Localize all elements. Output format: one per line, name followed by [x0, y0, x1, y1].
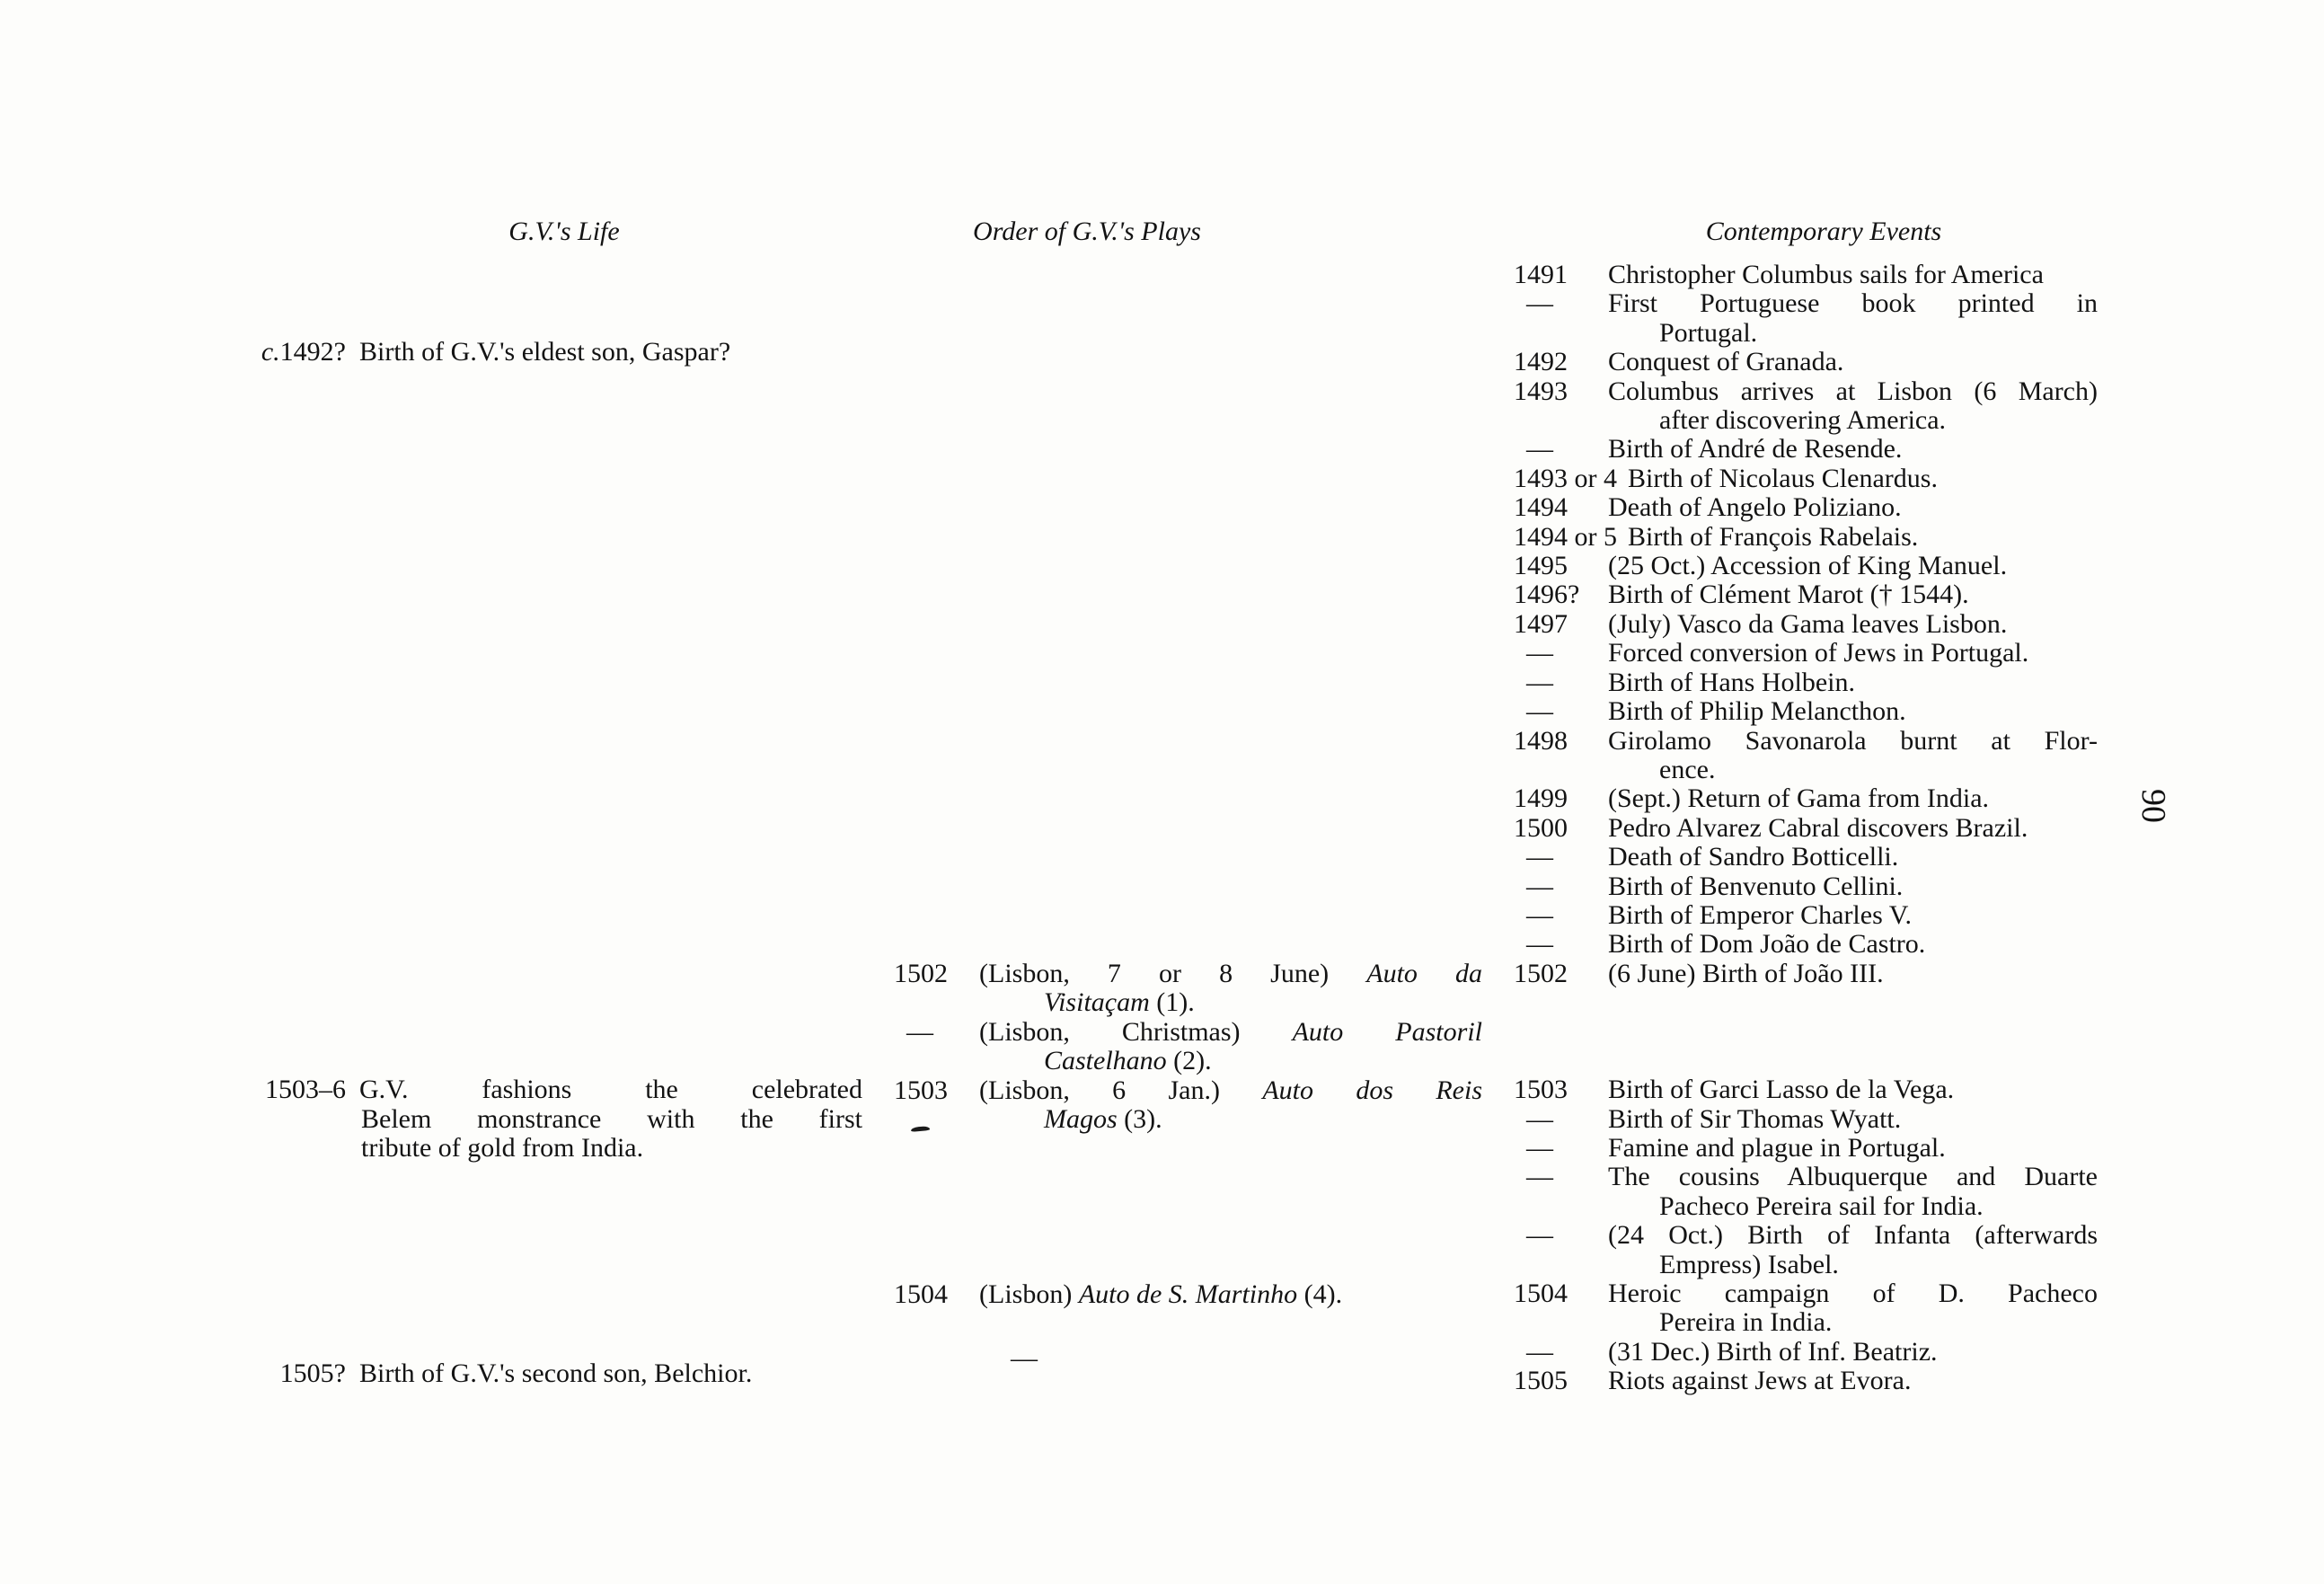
entry-line	[979, 1076, 1482, 1105]
entry-text-segment: Portugal.	[1659, 317, 1758, 348]
entry-year	[229, 1075, 346, 1104]
timeline-entry	[1514, 377, 2098, 436]
timeline-entry	[1514, 668, 2098, 697]
entry-text-segment: —	[1526, 899, 1553, 930]
entry-text-segment: (July) Vasco da Gama leaves Lisbon.	[1608, 608, 2008, 639]
entry-text-italic-segment: Auto Pastoril	[1292, 1016, 1482, 1047]
entry-year	[1514, 930, 1608, 959]
entry-text-segment: (Lisbon, Christmas)	[979, 1016, 1293, 1047]
entry-year	[1514, 1279, 1608, 1308]
entry-line	[359, 1105, 862, 1134]
column-header-plays: Order of G.V.'s Plays	[973, 217, 1201, 246]
entry-text-segment: —	[1526, 696, 1553, 727]
entry-text	[1628, 523, 2098, 552]
entry-line	[979, 1018, 1482, 1047]
entry-text-segment: 1493 or 4	[1514, 463, 1617, 493]
entry-line	[1608, 493, 2098, 522]
entry-line	[1608, 435, 2098, 464]
entry-text-italic-segment: Auto da	[1366, 959, 1482, 988]
entry-text-segment: Girolamo Savonarola burnt at Flor-	[1608, 725, 2098, 756]
timeline-entry	[229, 338, 862, 367]
entry-text-segment: Birth of Dom João de Castro.	[1608, 929, 1926, 960]
entry-year	[1514, 814, 1608, 843]
timeline-entry	[229, 1075, 862, 1163]
entry-text-segment: (Lisbon, 6 Jan.)	[979, 1075, 1263, 1105]
timeline-entry	[1514, 580, 2098, 609]
entry-line	[1608, 1192, 2098, 1221]
entry-text-segment: —	[1526, 1336, 1553, 1367]
entry-line	[1608, 1308, 2098, 1337]
entry-text-segment: (6 June) Birth of João III.	[1608, 958, 1884, 988]
entry-year	[1514, 435, 1608, 464]
entry-year	[1514, 727, 1608, 756]
timeline-entry	[1514, 1105, 2098, 1134]
timeline-entry	[894, 960, 1482, 1018]
entry-text-segment: 1504	[1514, 1279, 1568, 1308]
entry-text-italic-segment: c.	[261, 337, 280, 367]
entry-text-segment: —	[1526, 288, 1553, 319]
entry-text-segment: —	[1011, 1342, 1038, 1373]
entry-line	[1608, 756, 2098, 784]
entry-text-segment: —	[1526, 1132, 1553, 1163]
entry-text-italic-segment: Auto de S. Martinho	[1078, 1279, 1298, 1310]
entry-text-italic-segment: Visitaçam	[1044, 987, 1150, 1018]
entry-text-segment: The cousins Albuquerque and Duarte	[1608, 1162, 2098, 1192]
timeline-entry	[1514, 523, 2098, 552]
entry-text	[1608, 1134, 2098, 1163]
entry-line	[979, 1105, 1482, 1134]
page-number: 90	[2134, 789, 2172, 823]
entry-text-segment: Birth of Clément Marot († 1544).	[1608, 580, 1969, 610]
entry-text	[1608, 348, 2098, 376]
timeline-entry	[1514, 727, 2098, 785]
timeline-entry	[1514, 493, 2098, 522]
entry-year	[1514, 1105, 1608, 1134]
entry-line	[1608, 668, 2098, 697]
entry-text-segment: 1502	[894, 959, 948, 988]
entry-line	[359, 1359, 862, 1388]
column-plays	[894, 960, 1482, 1373]
entry-text-segment: 1498	[1514, 725, 1568, 756]
entry-line	[1608, 1105, 2098, 1134]
entry-year	[1514, 784, 1608, 813]
entry-line	[979, 988, 1482, 1017]
entry-text-segment: (2).	[1166, 1046, 1212, 1076]
entry-text-segment: 1492	[1514, 347, 1568, 377]
entry-year	[1514, 552, 1608, 580]
entry-year	[1514, 1338, 1608, 1367]
entry-text-segment: Famine and plague in Portugal.	[1608, 1132, 1946, 1163]
entry-year	[1514, 843, 1608, 872]
timeline-entry	[1514, 843, 2098, 872]
entry-text	[1608, 814, 2098, 843]
entry-text-segment: after discovering America.	[1659, 405, 1947, 436]
entry-text	[1608, 960, 2098, 988]
entry-text-segment: Christopher Columbus sails for America	[1608, 260, 2044, 289]
entry-text	[979, 1018, 1482, 1076]
entry-text-segment: Belem monstrance with the first	[361, 1103, 862, 1134]
timeline-entry	[894, 1018, 1482, 1076]
entry-text-segment: 1495	[1514, 551, 1568, 581]
entry-text	[1608, 1338, 2098, 1367]
entry-text-segment: 1505?	[279, 1358, 346, 1388]
entry-text	[1608, 784, 2098, 813]
entry-text-segment: Birth of André de Resende.	[1608, 434, 1903, 465]
entry-line	[1608, 814, 2098, 843]
entry-line	[1608, 552, 2098, 580]
entry-year	[1514, 377, 1608, 406]
entry-text	[1608, 289, 2098, 348]
entry-year	[1514, 639, 1608, 668]
timeline-entry	[1514, 960, 2098, 988]
entry-year	[1514, 261, 1608, 289]
timeline-entry	[1514, 697, 2098, 726]
entry-text-segment: 1492?	[279, 337, 346, 367]
entry-year	[894, 1076, 979, 1105]
entry-text-italic-segment: Magos	[1044, 1104, 1118, 1135]
timeline-entry	[1514, 639, 2098, 668]
entry-line	[1608, 872, 2098, 901]
entry-text-segment: —	[1526, 667, 1553, 697]
entry-year	[1514, 872, 1608, 901]
timeline-entry	[1514, 784, 2098, 813]
entry-text-segment: (Lisbon)	[979, 1279, 1079, 1310]
entry-text	[1608, 1367, 2098, 1395]
timeline-entry	[1514, 1221, 2098, 1279]
entry-line	[979, 1047, 1482, 1075]
entry-text	[1608, 727, 2098, 785]
entry-text	[1608, 493, 2098, 522]
entry-text-segment: (4).	[1297, 1279, 1343, 1310]
entry-text-segment: Heroic campaign of D. Pacheco	[1608, 1279, 2098, 1308]
entry-text-segment: —	[1526, 434, 1553, 465]
entry-text-segment: Riots against Jews at Evora.	[1608, 1366, 1912, 1396]
entry-text-segment: Birth of Emperor Charles V.	[1608, 899, 1913, 930]
timeline-entry	[1514, 1075, 2098, 1104]
entry-line	[1608, 1134, 2098, 1163]
timeline-entry	[1514, 610, 2098, 639]
entry-text-segment: Columbus arrives at Lisbon (6 March)	[1608, 376, 2098, 406]
entry-text	[979, 1344, 1482, 1373]
entry-text-segment: Pacheco Pereira sail for India.	[1659, 1190, 1984, 1221]
entry-text-segment: 1494	[1514, 492, 1568, 523]
entry-line	[1608, 1279, 2098, 1308]
timeline-entry	[1514, 348, 2098, 376]
entry-text	[359, 1075, 862, 1163]
column-header-events: Contemporary Events	[1705, 217, 1942, 246]
timeline-entry	[1514, 1163, 2098, 1221]
entry-line	[1608, 697, 2098, 726]
entry-text-segment: (3).	[1117, 1104, 1162, 1135]
entry-text	[1628, 465, 2098, 493]
entry-text	[1608, 930, 2098, 959]
entry-text-segment: Death of Angelo Poliziano.	[1608, 492, 1902, 523]
entry-line	[1608, 406, 2098, 435]
entry-text	[1608, 261, 2098, 289]
entry-year	[1514, 901, 1608, 930]
entry-text-segment: (1).	[1149, 987, 1195, 1018]
entry-text-segment: Birth of Philip Melancthon.	[1608, 696, 1906, 727]
entry-line	[1608, 1075, 2098, 1104]
entry-text	[1608, 697, 2098, 726]
column-events	[1514, 261, 2098, 1396]
entry-text	[979, 1076, 1482, 1135]
entry-year	[894, 1280, 979, 1309]
entry-year	[229, 1359, 346, 1388]
entry-text-segment: G.V. fashions the celebrated	[359, 1075, 862, 1105]
entry-year	[1514, 1163, 1608, 1191]
entry-line	[359, 338, 862, 367]
entry-line	[1608, 1163, 2098, 1191]
entry-text	[1608, 1163, 2098, 1221]
entry-text	[979, 1280, 1482, 1309]
entry-text-segment: 1503	[1514, 1075, 1568, 1105]
entry-text-segment: 1503	[894, 1075, 948, 1105]
entry-text-segment: (31 Dec.) Birth of Inf. Beatriz.	[1608, 1336, 1938, 1367]
entry-text	[1608, 872, 2098, 901]
column-header-life: G.V.'s Life	[508, 217, 620, 246]
timeline-entry	[1514, 1367, 2098, 1395]
entry-line	[1608, 289, 2098, 318]
entry-line	[359, 1134, 862, 1163]
entry-line	[1608, 784, 2098, 813]
entry-line	[1608, 1251, 2098, 1279]
entry-year	[1514, 348, 1608, 376]
entry-text-segment: (Sept.) Return of Gama from India.	[1608, 783, 1990, 814]
entry-text	[359, 1359, 862, 1388]
entry-line	[359, 1075, 862, 1104]
entry-text-segment: Birth of Garci Lasso de la Vega.	[1608, 1075, 1955, 1105]
entry-year	[229, 338, 346, 367]
entry-text-segment: (Lisbon, 7 or 8 June)	[979, 959, 1367, 988]
entry-text-segment: Pereira in India.	[1659, 1307, 1833, 1338]
column-life	[229, 338, 862, 1388]
entry-year	[894, 960, 979, 988]
entry-text-segment: 1503–6	[265, 1075, 346, 1105]
entry-text-segment: Birth of Sir Thomas Wyatt.	[1608, 1103, 1902, 1134]
entry-text-segment: 1493	[1514, 376, 1568, 406]
entry-year	[1514, 668, 1608, 697]
entry-text	[1608, 901, 2098, 930]
entry-text	[1608, 552, 2098, 580]
timeline-entry	[1514, 289, 2098, 348]
entry-text-segment: —	[1526, 1103, 1553, 1134]
entry-text	[1608, 580, 2098, 609]
entry-text-segment: Birth of Nicolaus Clenardus.	[1628, 463, 1938, 493]
entry-text	[1608, 1105, 2098, 1134]
timeline-entry	[1514, 814, 2098, 843]
entry-text-segment: ence.	[1659, 754, 1716, 784]
entry-text	[1608, 435, 2098, 464]
entry-text-italic-segment: Auto dos Reis	[1262, 1075, 1482, 1105]
entry-text	[979, 960, 1482, 1018]
entry-text	[1608, 1075, 2098, 1104]
entry-text-segment: 1499	[1514, 783, 1568, 814]
timeline-entry	[1514, 930, 2098, 959]
entry-text-segment: Birth of Benvenuto Cellini.	[1608, 871, 1904, 901]
entry-year	[1514, 697, 1608, 726]
entry-year	[1514, 1367, 1608, 1395]
entry-text	[1608, 377, 2098, 436]
entry-text-segment: (25 Oct.) Accession of King Manuel.	[1608, 551, 2008, 581]
entry-line	[979, 1280, 1482, 1309]
entry-year	[1514, 1075, 1608, 1104]
entry-year	[894, 1018, 979, 1047]
timeline-entry	[1514, 1338, 2098, 1367]
entry-text	[1608, 1279, 2098, 1338]
timeline-entry	[1514, 261, 2098, 289]
timeline-entry	[1514, 872, 2098, 901]
entry-line	[1011, 1344, 1482, 1373]
entry-line	[1628, 523, 2098, 552]
entry-text-segment: Conquest of Granada.	[1608, 347, 1844, 377]
entry-line	[1608, 1338, 2098, 1367]
entry-text-segment: Death of Sandro Botticelli.	[1608, 842, 1899, 872]
timeline-entry	[894, 1344, 1482, 1373]
entry-text-segment: 1502	[1514, 958, 1568, 988]
entry-text-segment: 1496?	[1514, 580, 1580, 610]
entry-text	[359, 338, 862, 367]
entry-text-segment: —	[906, 1016, 933, 1047]
entry-line	[979, 960, 1482, 988]
entry-text	[1608, 639, 2098, 668]
timeline-entry	[894, 1280, 1482, 1309]
entry-line	[1608, 1367, 2098, 1395]
entry-text-segment: 1500	[1514, 812, 1568, 843]
entry-year	[1514, 580, 1608, 609]
entry-text-italic-segment: Castelhano	[1044, 1046, 1167, 1076]
entry-year	[1514, 465, 1628, 493]
entry-year	[1514, 523, 1628, 552]
entry-text-segment: —	[1526, 842, 1553, 872]
entry-text-segment: —	[1526, 871, 1553, 901]
entry-line	[1608, 960, 2098, 988]
entry-year	[1514, 1134, 1608, 1163]
entry-line	[1608, 901, 2098, 930]
entry-text-segment: (24 Oct.) Birth of Infanta (afterwards	[1608, 1220, 2098, 1251]
entry-line	[1608, 727, 2098, 756]
entry-line	[1608, 377, 2098, 406]
entry-year	[1514, 1221, 1608, 1250]
entry-text-segment: —	[1526, 1162, 1553, 1192]
entry-text-segment: Forced conversion of Jews in Portugal.	[1608, 638, 2029, 668]
entry-year	[1514, 493, 1608, 522]
entry-text-segment: First Portuguese book printed in	[1608, 288, 2098, 319]
entry-line	[1608, 1221, 2098, 1250]
timeline-entry	[1514, 465, 2098, 493]
entry-text-segment: 1504	[894, 1279, 948, 1310]
entry-year	[1514, 610, 1608, 639]
entry-line	[1608, 319, 2098, 348]
entry-text-segment: 1505	[1514, 1366, 1568, 1396]
entry-year	[1514, 289, 1608, 318]
entry-year	[1514, 960, 1608, 988]
timeline-entry	[1514, 901, 2098, 930]
entry-line	[1608, 261, 2098, 289]
entry-line	[1608, 639, 2098, 668]
timeline-entry	[1514, 1134, 2098, 1163]
entry-text-segment: tribute of gold from India.	[361, 1133, 644, 1164]
entry-text-segment: 1494 or 5	[1514, 521, 1617, 552]
entry-line	[1608, 930, 2098, 959]
entry-text-segment: —	[1526, 929, 1553, 960]
entry-text-segment: Birth of Hans Holbein.	[1608, 667, 1855, 697]
entry-text-segment: Empress) Isabel.	[1659, 1249, 1839, 1279]
entry-text-segment: Pedro Alvarez Cabral discovers Brazil.	[1608, 812, 2028, 843]
entry-text-segment: Birth of G.V.'s eldest son, Gaspar?	[359, 337, 731, 367]
entry-text-segment: 1491	[1514, 260, 1568, 289]
entry-text-segment: —	[1526, 1220, 1553, 1251]
entry-text	[1608, 843, 2098, 872]
entry-line	[1628, 465, 2098, 493]
timeline-entry	[229, 1359, 862, 1388]
timeline-entry	[894, 1076, 1482, 1135]
entry-text-segment: Birth of G.V.'s second son, Belchior.	[359, 1358, 753, 1388]
entry-line	[1608, 348, 2098, 376]
entry-line	[1608, 610, 2098, 639]
timeline-entry	[1514, 435, 2098, 464]
timeline-entry	[1514, 552, 2098, 580]
entry-text-segment: Birth of François Rabelais.	[1628, 521, 1919, 552]
entry-line	[1608, 580, 2098, 609]
timeline-entry	[1514, 1279, 2098, 1338]
entry-text	[1608, 610, 2098, 639]
entry-text	[1608, 1221, 2098, 1279]
entry-line	[1608, 843, 2098, 872]
entry-text-segment: 1497	[1514, 608, 1568, 639]
entry-text-segment: —	[1526, 638, 1553, 668]
entry-text	[1608, 668, 2098, 697]
